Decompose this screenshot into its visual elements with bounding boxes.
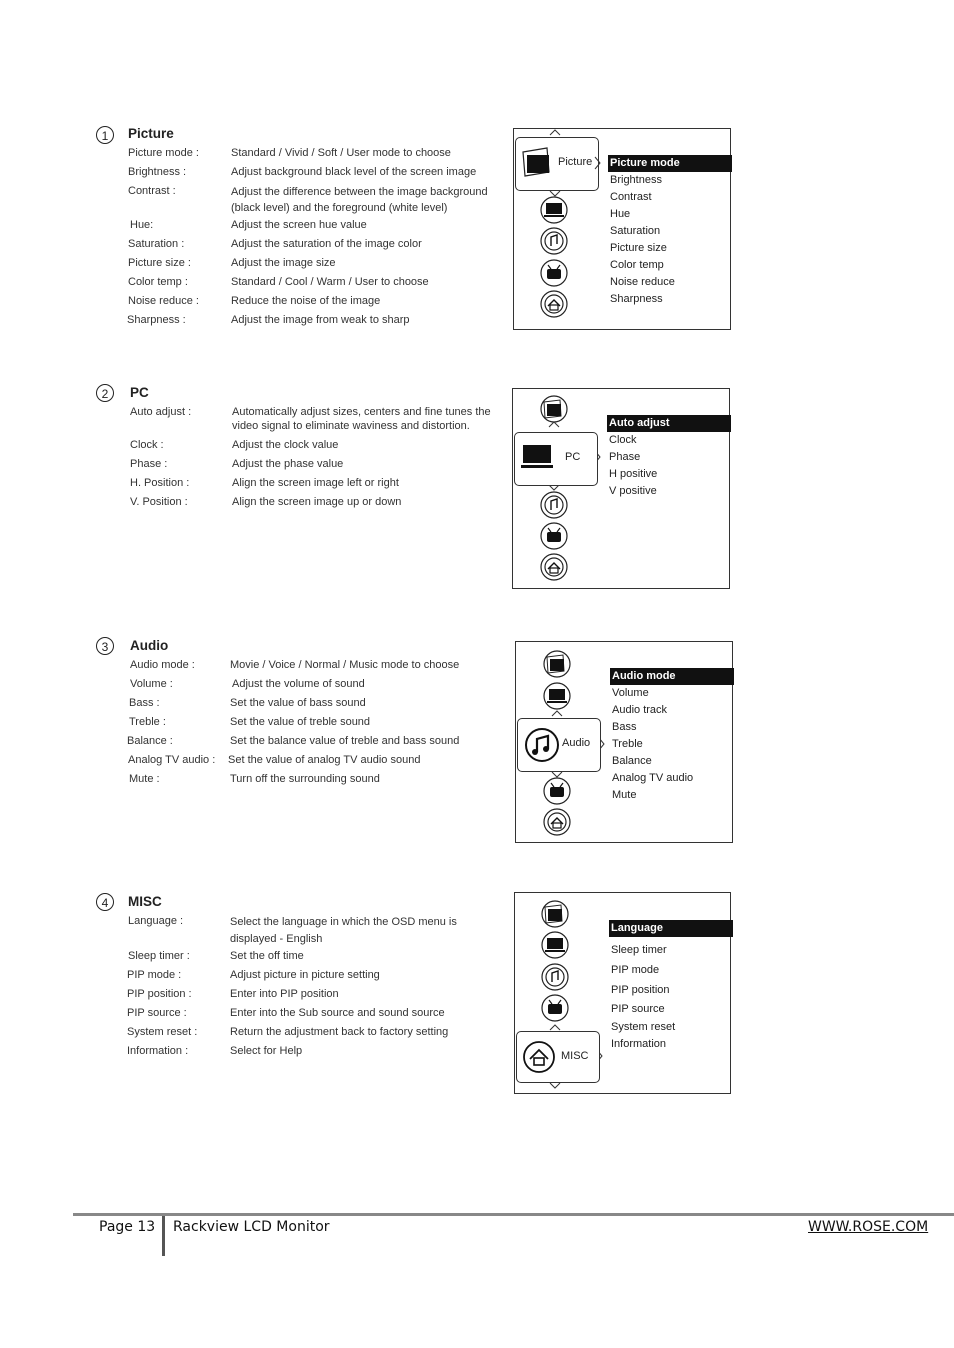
osd-menu-item[interactable]: Balance [612,755,652,767]
osd-menu-item[interactable]: Audio mode [610,668,734,685]
footer-divider [73,1213,954,1216]
osd-menu-item[interactable]: Brightness [610,174,662,186]
osd-menu-misc [514,892,731,1094]
osd-menu-item[interactable]: PIP position [611,984,670,996]
osd-menu-item[interactable]: PIP mode [611,964,660,976]
osd-menu-item[interactable]: Noise reduce [610,276,675,288]
website-link[interactable]: WWW.ROSE.COM [808,1219,929,1235]
osd-selected-tile [517,718,601,772]
section-number: 4 [96,893,114,911]
osd-menu-list [610,668,734,804]
osd-selected-tile [514,432,598,486]
osd-menu-item[interactable]: Sleep timer [611,944,667,956]
home-icon [521,1039,557,1075]
osd-menu-item[interactable]: Bass [612,721,637,733]
osd-menu-item[interactable]: Mute [612,789,637,801]
osd-menu-item[interactable]: Color temp [610,259,664,271]
osd-selected-caption: Audio [562,737,591,749]
osd-menu-item[interactable]: Language [609,920,733,937]
osd-selected-caption: MISC [561,1050,589,1062]
pc-monitor-icon [521,441,557,477]
osd-menu-item[interactable]: Picture mode [608,155,732,172]
osd-selected-caption: Picture [558,156,593,168]
osd-menu-picture [513,128,731,330]
section-number: 3 [96,637,114,655]
osd-menu-item[interactable]: Information [611,1038,667,1050]
osd-menu-item[interactable]: Saturation [610,225,661,237]
osd-menu-item[interactable]: Clock [609,434,637,446]
music-note-icon [523,726,561,764]
osd-menu-item[interactable]: Analog TV audio [612,772,694,784]
osd-menu-item[interactable]: Auto adjust [607,415,731,432]
osd-menu-item[interactable]: Phase [609,451,641,463]
section-title: PC [130,385,149,400]
osd-selected-caption: PC [565,451,581,463]
osd-menu-audio [515,641,733,843]
section-number: 2 [96,384,114,402]
osd-menu-item[interactable]: V positive [609,485,657,497]
osd-menu-pc [512,388,730,589]
section-title: Audio [130,638,169,653]
osd-menu-item[interactable]: Treble [612,738,643,750]
footer-vertical-bar [162,1216,165,1256]
document-title: Rackview LCD Monitor [173,1219,330,1235]
section-title: Picture [128,126,174,141]
osd-menu-item[interactable]: Contrast [610,191,652,203]
osd-menu-item[interactable]: PIP source [611,1003,665,1015]
section-number: 1 [96,126,114,144]
page-number: Page 13 [99,1219,156,1235]
osd-menu-list [608,155,732,308]
osd-menu-list [609,920,733,1053]
osd-menu-item[interactable]: H positive [609,468,658,480]
osd-menu-list [607,415,731,500]
osd-menu-item[interactable]: Sharpness [610,293,663,305]
osd-selected-tile [516,1031,600,1083]
section-title: MISC [128,894,162,909]
osd-menu-item[interactable]: Audio track [612,704,668,716]
osd-menu-item[interactable]: Picture size [610,242,667,254]
osd-menu-item[interactable]: Hue [610,208,631,220]
osd-menu-item[interactable]: System reset [611,1021,676,1033]
osd-menu-item[interactable]: Volume [612,687,649,699]
